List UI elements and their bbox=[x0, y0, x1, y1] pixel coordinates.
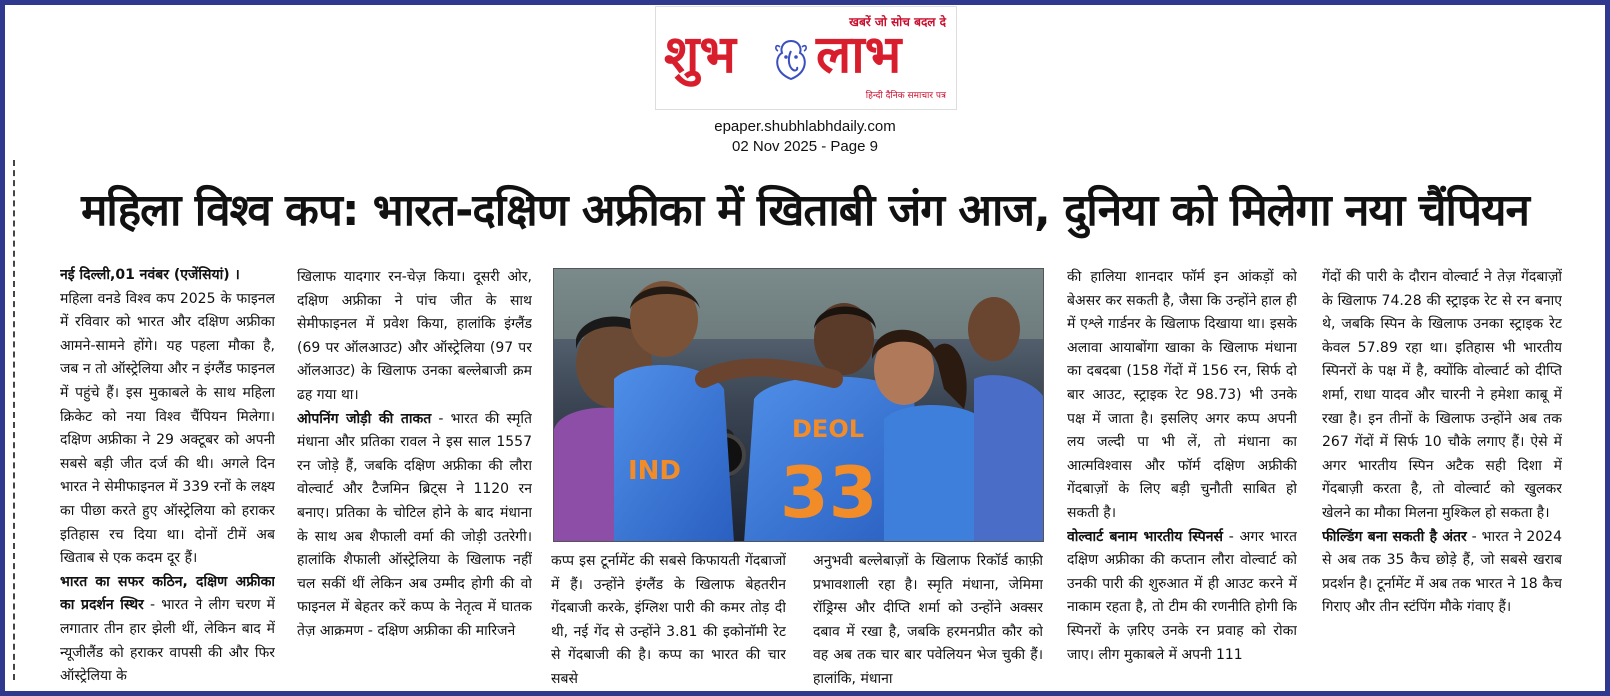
paragraph-text: - अगर भारत दक्षिण अफ्रीका की कप्तान लौरा वोल्वार्ट को उनकी पारी की शुरुआत में ही आउट करने में नाकाम रहता है, तो टीम की रणनीति होगी कि स्पिनरों के ज़रिए उनके रन प्रवाह को रोका जाए। लीग मुकाबले में अपनी 111 bbox=[1067, 528, 1297, 663]
site-url[interactable]: epaper.shubhlabhdaily.com bbox=[714, 118, 896, 135]
subheading: ओपनिंग जोड़ी की ताकत bbox=[297, 410, 432, 427]
masthead-subtag: हिन्दी दैनिक समाचार पत्र bbox=[865, 91, 946, 101]
team-celebration-photo-icon bbox=[554, 269, 1044, 542]
logo-word-right: लाभ bbox=[816, 24, 902, 85]
article-column-4 bbox=[813, 550, 1043, 686]
paragraph bbox=[60, 571, 275, 684]
headline: महिला विश्व कप: भारत-दक्षिण अफ्रीका में खिताबी जंग आज, दुनिया को मिलेगा नया चैंपियन bbox=[81, 185, 1529, 236]
article-column-1 bbox=[60, 264, 275, 684]
masthead-tagline: खबरें जो सोच बदल दे bbox=[849, 15, 946, 29]
page-date: 02 Nov 2025 - Page 9 bbox=[732, 138, 878, 155]
article-column-2 bbox=[297, 266, 532, 686]
paragraph: अनुभवी बल्लेबाज़ों के खिलाफ रिकॉर्ड काफ़ी प्रभावशाली रहा है। स्मृति मंधाना, जेमिमा रॉड्रिग्स और दीप्ति शर्मा को उन्होंने अक्सर दबाव में रखा है, जबकि हरमनप्रीत कौर को वह अब तक चार बार पवेलियन भेज चुकी हैं। हालांकि, मंधाना bbox=[813, 553, 1043, 686]
paragraph: महिला वनडे विश्व कप 2025 के फाइनल में रविवार को भारत और दक्षिण अफ्रीका आमने-सामने होंगे। यह पहला मौका है, जब न तो ऑस्ट्रेलिया और न इंग्लैंड फाइनल में पहुंचे हैं। इस मुकाबले के साथ महिला क्रिकेट को नया विश्व चैंपियन मिलेगा। दक्षिण अफ्रीका ने 29 अक्टूबर को अपनी सबसे बड़ी जीत दर्ज की थी। अगले दिन भारत ने सेमीफाइनल में 339 रनों के लक्ष्य का पीछा करते हुए ऑस्ट्रेलिया को हराकर इतिहास रच दिया था। दोनों टीमें अब खिताब से एक कदम दूर हैं। bbox=[60, 290, 275, 567]
ganesha-logo-icon bbox=[770, 37, 812, 83]
news-photo bbox=[553, 268, 1044, 542]
article-column-5 bbox=[1067, 266, 1297, 686]
jersey-name: DEOL bbox=[792, 415, 865, 443]
article-column-3 bbox=[551, 550, 786, 686]
paragraph: कप्प इस टूर्नामेंट की सबसे किफायती गेंदबाजों में हैं। उन्होंने इंग्लैंड के खिलाफ बेहतरीन गेंदबाजी करके, इंग्लिश पारी की कमर तोड़ दी थी, नई गेंद से उन्होंने 3.81 की इकोनॉमी रेट से गेंदबाजी की है। कप्प का भारत की चार सबसे bbox=[551, 553, 786, 686]
masthead bbox=[655, 6, 957, 110]
jersey-fragment: IND bbox=[628, 456, 682, 486]
subheading: फील्डिंग बना सकती है अंतर bbox=[1322, 528, 1467, 545]
paragraph: खिलाफ यादगार रन-चेज़ किया। दूसरी ओर, दक्षिण अफ्रीका ने पांच जीत के साथ सेमीफाइनल में प्रवेश किया, हालांकि इंग्लैंड (69 पर ऑलआउट) और ऑस्ट्रेलिया (97 पर ऑलआउट) के खिलाफ उनका बल्लेबाजी क्रम ढह गया था। bbox=[297, 269, 532, 403]
jersey-number: 33 bbox=[780, 452, 878, 534]
paragraph: गेंदों की पारी के दौरान वोल्वार्ट ने तेज़ गेंदबाज़ों के खिलाफ 74.28 की स्ट्राइक रेट से रन बनाए थे, जबकि स्पिन के खिलाफ उनका स्ट्राइक रेट केवल 57.89 रहा था। इतिहास भी भारतीय स्पिनरों के पक्ष में है, क्योंकि वोल्वार्ट को दीप्ति शर्मा, राधा यादव और चारनी ने हमेशा काबू में रखा है। इन तीनों के खिलाफ उन्होंने अब तक 267 गेंदों में सिर्फ 10 चौके लगाए हैं। ऐसे में अगर भारतीय स्पिन अटैक सही दिशा में गेंदबाज़ी करता है, तो वोल्वार्ट को खुलकर खेलने का मौका मिलना मुश्किल हो सकता है। bbox=[1322, 269, 1562, 521]
subheading: वोल्वार्ट बनाम भारतीय स्पिनर्स bbox=[1067, 528, 1223, 545]
subheading: भारत का सफर कठिन, दक्षिण अफ्रीका का प्रदर्शन स्थिर bbox=[60, 573, 275, 614]
logo-word-left: शुभ bbox=[664, 24, 736, 85]
paragraph bbox=[297, 408, 532, 644]
paragraph-text: - भारत ने लीग चरण में लगातार तीन हार झेली थीं, लेकिन बाद में न्यूजीलैंड को हराकर वापसी की और फिर ऑस्ट्रेलिया के bbox=[60, 597, 275, 684]
article-column-6 bbox=[1322, 266, 1562, 686]
paragraph bbox=[1067, 526, 1297, 668]
paragraph bbox=[1322, 526, 1562, 620]
dateline: नई दिल्ली,01 नवंबर (एजेंसियां) । bbox=[60, 267, 240, 283]
paragraph: की हालिया शानदार फॉर्म इन आंकड़ों को बेअसर कर सकती है, जैसा कि उन्होंने हाल ही में एश्ले गार्डनर के खिलाफ दिखाया था। इसके अलावा आयाबोंगा खाका के खिलाफ मंधाना का दबदबा (158 गेंदों में 156 रन, सिर्फ दो बार आउट, स्ट्राइक रेट 98.73) भी उनके पक्ष में जाता है। इसलिए अगर कप्प अपनी लय जल्दी पा भी लें, तो मंधाना का आत्मविश्वास और फॉर्म दक्षिण अफ्रीकी गेंदबाज़ों के लिए बड़ी चुनौती साबित हो सकती है। bbox=[1067, 269, 1297, 521]
paragraph-text: - भारत ने 2024 से अब तक 35 कैच छोड़े हैं, जो सबसे खराब प्रदर्शन है। टूर्नामेंट में अब तक भारत ने 18 कैच गिराए और तीन स्टंपिंग मौके गंवाए हैं। bbox=[1322, 528, 1562, 616]
paragraph-text: - भारत की स्मृति मंधाना और प्रतिका रावल ने इस साल 1557 रन जोड़े हैं, जबकि दक्षिण अफ्रीका की लौरा वोल्वार्ट और टैजमिन ब्रिट्स ने 1120 रन बनाए। प्रतिका के चोटिल होने के बाद मंधाना के साथ अब शैफाली वर्मा की जोड़ी उतरेगी। हालांकि शैफाली ऑस्ट्रेलिया के खिलाफ नहीं चल सकीं थीं लेकिन अब उम्मीद होगी की वो फाइनल में बेहतर करें कप्प के नेतृत्व में घातक तेज़ आक्रमण - दक्षिण अफ्रीका की मारिजने bbox=[297, 410, 532, 639]
margin-cut-line bbox=[13, 160, 15, 680]
